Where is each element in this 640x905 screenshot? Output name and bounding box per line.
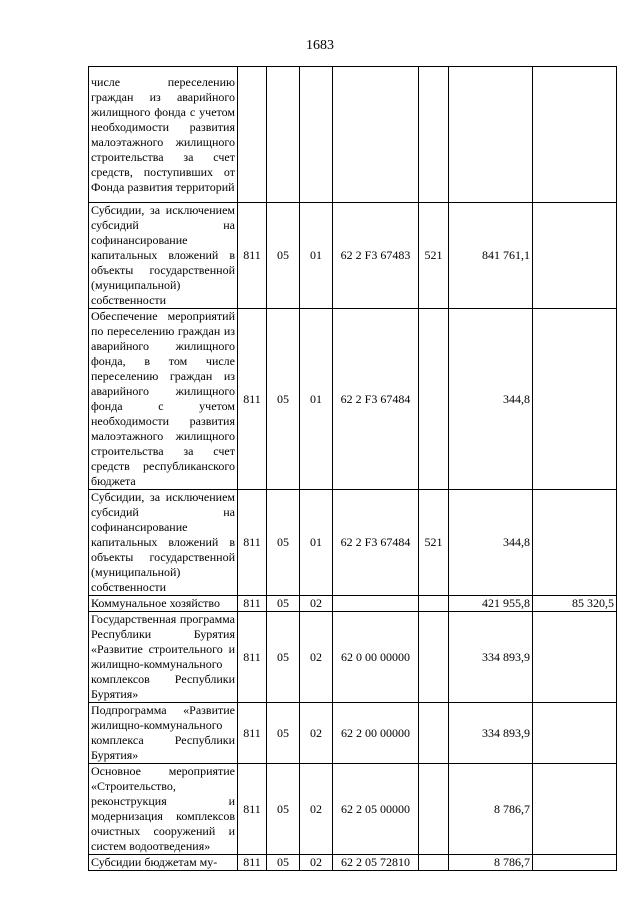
row-name: Обеспечение мероприятий по переселению граждан из аварийного жилищного фонда, в том числе переселению граждан из аварийного жилищного фонда с учетом необходимости развития малоэтажного жилищного строительства за счет средств республиканского бюджета bbox=[89, 309, 238, 490]
row-sum: 334 893,9 bbox=[449, 703, 533, 764]
row-csr: 62 0 00 00000 bbox=[333, 612, 419, 703]
row-sum: 344,8 bbox=[449, 309, 533, 490]
table-row bbox=[89, 612, 617, 703]
row-name: Основное мероприятие «Строительство, реконструкция и модернизация комплексов очистных сооружений и систем водоотведения» bbox=[89, 764, 238, 855]
row-csr: 62 2 05 72810 bbox=[333, 855, 419, 871]
row-sum2 bbox=[533, 309, 617, 490]
row-rz: 05 bbox=[267, 764, 300, 855]
row-sum2 bbox=[533, 67, 617, 203]
table-row bbox=[89, 764, 617, 855]
row-sum2 bbox=[533, 855, 617, 871]
row-sum2: 85 320,5 bbox=[533, 596, 617, 612]
budget-table bbox=[88, 66, 617, 871]
row-rz: 05 bbox=[267, 596, 300, 612]
row-pr: 01 bbox=[300, 490, 333, 596]
row-sum: 8 786,7 bbox=[449, 764, 533, 855]
table-row bbox=[89, 703, 617, 764]
row-csr: 62 2 F3 67484 bbox=[333, 309, 419, 490]
row-csr: 62 2 00 00000 bbox=[333, 703, 419, 764]
row-name: числе переселению граждан из аварийного жилищного фонда с учетом необходимости развития малоэтажного жилищного строительства за счет средств, поступивших от Фонда развития территорий bbox=[89, 67, 238, 203]
row-sum2 bbox=[533, 703, 617, 764]
row-sum2 bbox=[533, 490, 617, 596]
row-csr bbox=[333, 67, 419, 203]
row-sum2 bbox=[533, 612, 617, 703]
row-gr: 811 bbox=[238, 309, 267, 490]
row-vr bbox=[419, 67, 449, 203]
row-csr: 62 2 F3 67484 bbox=[333, 490, 419, 596]
row-vr bbox=[419, 612, 449, 703]
row-gr bbox=[238, 67, 267, 203]
row-rz: 05 bbox=[267, 612, 300, 703]
row-gr: 811 bbox=[238, 596, 267, 612]
row-vr bbox=[419, 764, 449, 855]
row-rz: 05 bbox=[267, 855, 300, 871]
row-name: Субсидии бюджетам му- bbox=[89, 855, 238, 871]
row-rz: 05 bbox=[267, 309, 300, 490]
row-rz: 05 bbox=[267, 490, 300, 596]
page-number: 1683 bbox=[306, 38, 334, 53]
row-sum: 344,8 bbox=[449, 490, 533, 596]
row-gr: 811 bbox=[238, 203, 267, 309]
row-gr: 811 bbox=[238, 703, 267, 764]
row-csr bbox=[333, 596, 419, 612]
row-vr bbox=[419, 855, 449, 871]
table-row bbox=[89, 596, 617, 612]
table-row bbox=[89, 855, 617, 871]
row-vr bbox=[419, 596, 449, 612]
row-gr: 811 bbox=[238, 855, 267, 871]
row-sum bbox=[449, 67, 533, 203]
row-csr: 62 2 F3 67483 bbox=[333, 203, 419, 309]
row-pr bbox=[300, 67, 333, 203]
table-row bbox=[89, 67, 617, 203]
table-row bbox=[89, 203, 617, 309]
row-vr: 521 bbox=[419, 203, 449, 309]
row-rz bbox=[267, 67, 300, 203]
row-sum2 bbox=[533, 203, 617, 309]
row-sum2 bbox=[533, 764, 617, 855]
row-name: Подпрограмма «Развитие жилищно-коммунального комплекса Республики Бурятия» bbox=[89, 703, 238, 764]
row-name: Субсидии, за исключением субсидий на софинансирование капитальных вложений в объекты государственной (муниципальной) собственности bbox=[89, 490, 238, 596]
row-pr: 02 bbox=[300, 596, 333, 612]
table-row bbox=[89, 309, 617, 490]
row-pr: 02 bbox=[300, 703, 333, 764]
row-vr: 521 bbox=[419, 490, 449, 596]
row-vr bbox=[419, 703, 449, 764]
row-rz: 05 bbox=[267, 703, 300, 764]
row-pr: 02 bbox=[300, 764, 333, 855]
row-gr: 811 bbox=[238, 612, 267, 703]
row-rz: 05 bbox=[267, 203, 300, 309]
row-pr: 01 bbox=[300, 309, 333, 490]
row-pr: 02 bbox=[300, 612, 333, 703]
row-sum: 334 893,9 bbox=[449, 612, 533, 703]
row-name: Государственная программа Республики Бурятия «Развитие строительного и жилищно-коммунального комплексов Республики Бурятия» bbox=[89, 612, 238, 703]
row-name: Субсидии, за исключением субсидий на софинансирование капитальных вложений в объекты государственной (муниципальной) собственности bbox=[89, 203, 238, 309]
row-gr: 811 bbox=[238, 764, 267, 855]
row-csr: 62 2 05 00000 bbox=[333, 764, 419, 855]
row-sum: 841 761,1 bbox=[449, 203, 533, 309]
row-gr: 811 bbox=[238, 490, 267, 596]
row-vr bbox=[419, 309, 449, 490]
row-pr: 02 bbox=[300, 855, 333, 871]
row-sum: 421 955,8 bbox=[449, 596, 533, 612]
row-pr: 01 bbox=[300, 203, 333, 309]
row-name: Коммунальное хозяйство bbox=[89, 596, 238, 612]
table-row bbox=[89, 490, 617, 596]
row-sum: 8 786,7 bbox=[449, 855, 533, 871]
